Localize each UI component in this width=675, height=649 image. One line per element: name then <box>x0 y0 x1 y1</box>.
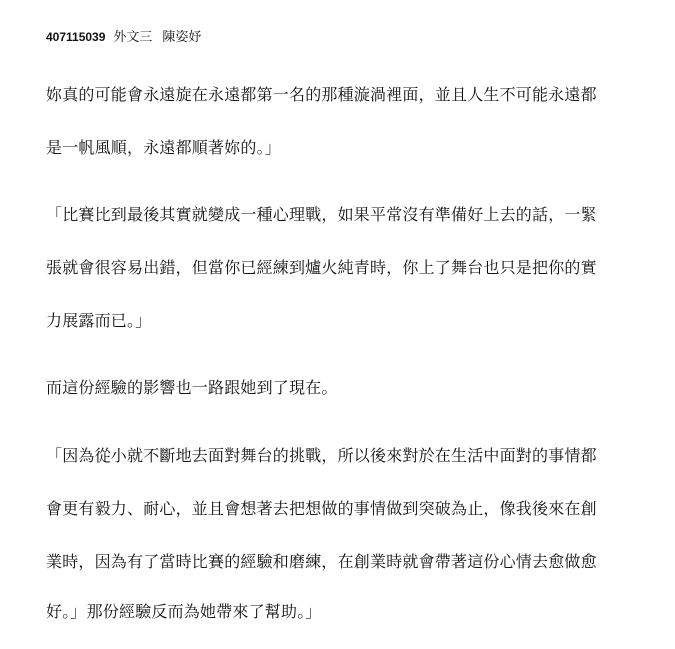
body-line-3: 「比賽比到最後其實就變成一種心理戰，如果平常沒有準備好上去的話，一緊 <box>46 205 597 224</box>
body-line-6: 而這份經驗的影響也一路跟她到了現在。 <box>46 378 338 397</box>
body-line-7: 「因為從小就不斷地去面對舞台的挑戰，所以後來對於在生活中面對的事情都 <box>46 446 597 465</box>
body-line-8: 會更有毅力、耐心，並且會想著去把想做的事情做到突破為止，像我後來在創 <box>46 499 597 518</box>
student-name: 陳姿妤 <box>162 30 202 45</box>
document-header <box>46 29 201 46</box>
body-line-9: 業時，因為有了當時比賽的經驗和磨練，在創業時就會帶著這份心情去愈做愈 <box>46 552 597 571</box>
student-id: 407115039 <box>46 30 106 44</box>
student-class: 外文三 <box>113 30 153 45</box>
body-line-1: 妳真的可能會永遠旋在永遠都第一名的那種漩渦裡面，並且人生不可能永遠都 <box>46 85 597 104</box>
body-line-4: 張就會很容易出錯，但當你已經練到爐火純青時，你上了舞台也只是把你的實 <box>46 258 597 277</box>
body-line-10: 好。」那份經驗反而為她帶來了幫助。」 <box>46 602 322 621</box>
body-line-2: 是一帆風順，永遠都順著妳的。」 <box>46 138 282 157</box>
body-line-5: 力展露而已。」 <box>46 311 152 330</box>
